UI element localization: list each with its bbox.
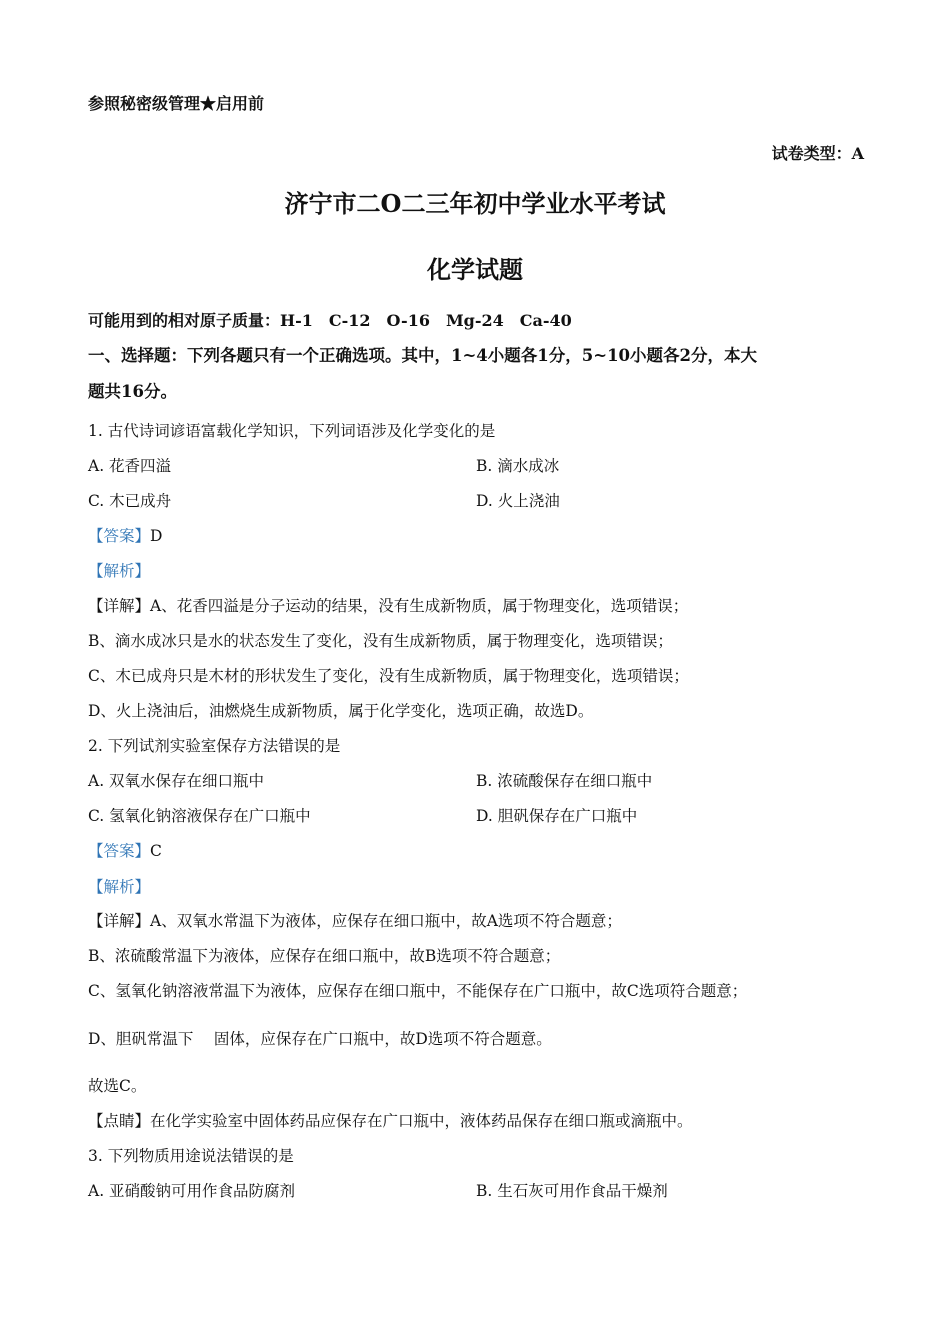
q1-detail-b: B、滴水成冰只是水的状态发生了变化，没有生成新物质，属于物理变化，选项错误；	[88, 632, 673, 650]
q3-option-a: A. 亚硝酸钠可用作食品防腐剂	[88, 1182, 296, 1200]
q1-stem: 1. 古代诗词谚语富载化学知识，下列词语涉及化学变化的是	[88, 422, 496, 440]
answer-value: C	[150, 842, 162, 860]
q1-detail-a	[88, 596, 688, 616]
comment-label: 【点睛】	[88, 1112, 151, 1130]
q2-answer	[88, 841, 162, 861]
q2-comment	[88, 1111, 693, 1131]
q2-option-b: B. 浓硫酸保存在细口瓶中	[476, 772, 653, 790]
q2-stem: 2. 下列试剂实验室保存方法错误的是	[88, 737, 341, 755]
q2-conclusion: 故选C。	[88, 1077, 147, 1095]
answer-label: 【答案】	[88, 842, 151, 860]
paper-type: 试卷类型：A	[771, 144, 864, 163]
q2-option-c: C. 氢氧化钠溶液保存在广口瓶中	[88, 807, 311, 825]
q3-option-b: B. 生石灰可用作食品干燥剂	[476, 1182, 668, 1200]
detail-label: 【详解】	[88, 912, 151, 930]
q2-detail-c: C、氢氧化钠溶液常温下为液体，应保存在细口瓶中，不能保存在广口瓶中，故C选项符合题意；	[88, 982, 748, 1000]
q2-option-d: D. 胆矾保存在广口瓶中	[476, 807, 638, 825]
q1-answer	[88, 526, 162, 546]
detail-text: A、花香四溢是分子运动的结果，没有生成新物质，属于物理变化，选项错误；	[150, 597, 689, 615]
secret-label: 参照秘密级管理★启用前	[88, 94, 265, 113]
subject-title: 化学试题	[427, 255, 523, 284]
q2-detail-d: D、胆矾常温下 固体，应保存在广口瓶中，故D选项不符合题意。	[88, 1030, 552, 1048]
q2-option-a: A. 双氧水保存在细口瓶中	[88, 772, 265, 790]
answer-value: D	[150, 527, 163, 545]
q2-analysis-label: 【解析】	[88, 878, 151, 896]
q2-detail-a	[88, 911, 622, 931]
q2-detail-b: B、浓硫酸常温下为液体，应保存在细口瓶中，故B选项不符合题意；	[88, 947, 561, 965]
q1-detail-c: C、木已成舟只是木材的形状发生了变化，没有生成新物质，属于物理变化，选项错误；	[88, 667, 689, 685]
q1-detail-d: D、火上浇油后，油燃烧生成新物质，属于化学变化，选项正确，故选D。	[88, 702, 594, 720]
answer-label: 【答案】	[88, 527, 151, 545]
q1-option-d: D. 火上浇油	[476, 492, 560, 510]
exam-title: 济宁市二O二三年初中学业水平考试	[284, 189, 666, 218]
section-heading-line2: 题共16分。	[88, 382, 177, 401]
atomic-masses: 可能用到的相对原子质量：H-1 C-12 O-16 Mg-24 Ca-40	[88, 311, 572, 330]
detail-label: 【详解】	[88, 597, 151, 615]
q1-option-b: B. 滴水成冰	[476, 457, 560, 475]
q1-option-a: A. 花香四溢	[88, 457, 172, 475]
detail-text: A、双氧水常温下为液体，应保存在细口瓶中，故A选项不符合题意；	[150, 912, 622, 930]
section-heading-line1: 一、选择题：下列各题只有一个正确选项。其中，1~4小题各1分，5~10小题各2分，本大	[88, 346, 758, 365]
comment-text: 在化学实验室中固体药品应保存在广口瓶中，液体药品保存在细口瓶或滴瓶中。	[150, 1112, 693, 1130]
q3-stem: 3. 下列物质用途说法错误的是	[88, 1147, 294, 1165]
q1-analysis-label: 【解析】	[88, 562, 151, 580]
q1-option-c: C. 木已成舟	[88, 492, 172, 510]
